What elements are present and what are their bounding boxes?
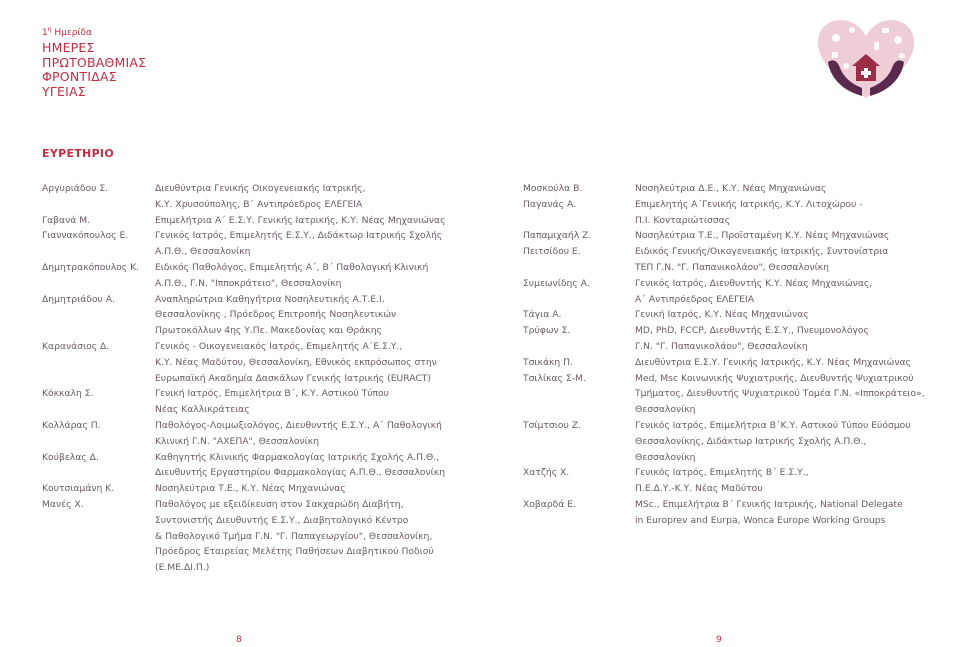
- person-description: Επιμελήτρια Α΄ Ε.Σ.Υ. Γενικής Ιατρικής, Κ.Υ. Νέας Μηχανιώνας: [155, 214, 446, 226]
- person-name: Γιαννακόπουλος Ε.: [42, 230, 129, 242]
- heart-hands-logo: [812, 18, 920, 104]
- person-name: Τσικάκη Π.: [523, 356, 574, 368]
- index-entry: [42, 497, 462, 576]
- index-entry: [42, 292, 462, 339]
- title-line: ΦΡΟΝΤΙΔΑΣ: [42, 69, 117, 85]
- event-title: [42, 41, 146, 99]
- person-description: Ειδικός Γενικής/Οικογενειακής Ιατρικής, Συντονίστρια ΤΕΠ Γ.Ν. "Γ. Παπανικολάου", Θεσσαλονίκη: [635, 246, 889, 273]
- person-name: Συμεωνίδης Α.: [523, 277, 590, 289]
- person-name: Πειτσίδου Ε.: [523, 246, 581, 258]
- index-entry: [523, 355, 923, 371]
- index-column-right: [523, 181, 923, 529]
- index-entry: [523, 197, 923, 229]
- person-name: Μοσκούλα Β.: [523, 183, 583, 194]
- index-entry: [42, 481, 462, 497]
- page-number-right: 9: [716, 635, 722, 645]
- person-name: Δημητριάδου Α.: [42, 293, 115, 305]
- person-description: Νοσηλεύτρια Δ.Ε., Κ.Υ. Νέας Μηχανιώνας: [635, 183, 827, 194]
- person-description: Γενικός Ιατρός, Επιμελητής Β΄ Ε.Σ.Υ., Π.Ε.Δ.Υ.-Κ.Υ. Νέας Μαδύτου: [635, 467, 809, 495]
- person-description: Επιμελητής Α΄Γενικής Ιατρικής, Κ.Υ. Λιτοχώρου - Π.Ι. Κονταριώτισσας: [635, 198, 863, 226]
- index-entry: [523, 276, 923, 308]
- person-name: Καρανάσιος Δ.: [42, 340, 110, 352]
- index-entry: [42, 181, 462, 213]
- person-name: Δημητρακόπουλος Κ.: [42, 261, 140, 273]
- index-entry: [523, 418, 923, 465]
- person-name: Χοβαρδά Ε.: [523, 498, 576, 510]
- person-description: Παθολόγος με εξειδίκευση στον Σακχαρώδη Διαβήτη, Συντονιστής Διευθυντής Ε.Σ.Υ., Διαβητολογικό Κέντρο & Παθολογικό Τμήμα Γ.Ν. "Γ. Παπαγεωργίου", Θεσσαλονίκη, Πρόεδρος Εταιρείας Μελέτης Παθήσεων Διαβητικού Ποδιού (Ε.ΜΕ.ΔΙ.Π.): [155, 498, 434, 574]
- person-description: Διευθύντρια Ε.Σ.Υ. Γενικής Ιατρικής, Κ.Υ. Νέας Μηχανιώνας: [635, 356, 911, 368]
- index-entry: [523, 371, 923, 418]
- person-name: Τσιλίκας Σ-Μ.: [523, 372, 586, 384]
- index-entry: [523, 244, 923, 276]
- index-heading: ΕΥΡΕΤΗΡΙΟ: [42, 147, 114, 160]
- person-description: Γενικός Ιατρός, Επιμελητής Ε.Σ.Υ., Διδάκτωρ Ιατρικής Σχολής Α.Π.Θ., Θεσσαλονίκη: [155, 230, 443, 258]
- index-entry: [523, 228, 923, 244]
- index-entry: [42, 260, 462, 292]
- person-name: Παπαμιχαήλ Ζ.: [523, 230, 592, 242]
- person-description: MSc., Επιμελήτρια Β΄ Γενικής Ιατρικής, National Delegate in Europrev and Eurpa, Wonca Europe Working Groups: [635, 498, 903, 526]
- person-description: Γενικός Ιατρός, Επιμελήτρια Β΄Κ.Υ. Αστικού Τύπου Εύόσμου Θεσσαλονίκης, Διδάκτωρ Ιατρικής Σχολής Α.Π.Θ., Θεσσαλονίκη: [635, 419, 911, 463]
- person-description: Νοσηλεύτρια Τ.Ε., Προϊσταμένη Κ.Υ. Νέας Μηχανιώνας: [635, 230, 890, 242]
- person-name: Κουτσιαμάνη Κ.: [42, 483, 115, 495]
- person-description: Καθηγητής Κλινικής Φαρμακολογίας Ιατρικής Σχολής Α.Π.Θ., Διευθυντής Εργαστηρίου Φαρμακολογίας Α.Π.Θ., Θεσσαλονίκη: [155, 451, 446, 479]
- person-name: Τσίμτσιου Ζ.: [523, 419, 581, 431]
- index-entry: [42, 228, 462, 260]
- person-name: Κούβελας Δ.: [42, 451, 99, 463]
- index-entry: [42, 339, 462, 386]
- person-description: Διευθύντρια Γενικής Οικογενειακής Ιατρικής, Κ.Υ. Χρυσούπολης, Β΄ Αντιπρόεδρος ΕΛΕΓΕΙΑ: [155, 183, 366, 210]
- person-description: Γενική Ιατρός, Κ.Υ. Νέας Μηχανιώνας: [635, 309, 809, 321]
- person-description: Παθολόγος-Λοιμωξιολόγος, Διευθυντής Ε.Σ.Υ., Α΄ Παθολογική Κλινική Γ.Ν. "ΑΧΕΠΑ", Θεσσαλονίκη: [155, 419, 442, 447]
- index-entry: [42, 213, 462, 229]
- index-entry: [42, 450, 462, 482]
- index-entry: [42, 386, 462, 418]
- person-description: Ειδικός Παθολόγος, Επιμελητής Α΄, Β΄ Παθολογική Κλινική Α.Π.Θ., Γ.Ν. "Ιπποκράτειο", Θεσσαλονίκη: [155, 261, 429, 289]
- person-name: Μανές Χ.: [42, 498, 84, 510]
- person-name: Κολλάρας Π.: [42, 419, 101, 431]
- title-line: ΠΡΩΤΟΒΑΘΜΙΑΣ: [42, 54, 147, 70]
- person-description: Νοσηλεύτρια Τ.Ε., Κ.Υ. Νέας Μηχανιώνας: [155, 483, 346, 495]
- index-entry: [42, 418, 462, 450]
- person-description: Γενική Ιατρός, Επιμελήτρια Β΄, Κ.Υ. Αστικού Τύπου Νέας Καλλικράτειας: [155, 388, 389, 416]
- title-line: ΗΜΕΡΕΣ: [42, 40, 95, 55]
- person-description: Γενικός - Οικογενειακός Ιατρός, Επιμελητής Α΄Ε.Σ.Υ., Κ.Υ. Νέας Μαδύτου, Θεσσαλονίκη, Εθνικός εκπρόσωπος στην Ευρωπαϊκή Ακαδημία Δασκάλων Γενικής Ιατρικής (EURACT): [155, 340, 437, 384]
- person-description: MD, PhD, FCCP, Διευθυντής Ε.Σ.Υ., Πνευμονολόγος Γ.Ν. "Γ. Παπανικολάου", Θεσσαλονίκη: [635, 325, 869, 352]
- person-description: Γενικός Ιατρός, Διευθυντής Κ.Υ. Νέας Μηχανιώνας, Α΄ Αντιπρόεδρος ΕΛΕΓΕΙΑ: [635, 277, 873, 305]
- person-name: Αργυριάδου Σ.: [42, 183, 109, 194]
- person-name: Παγανάς Α.: [523, 198, 577, 210]
- person-description: Med, Msc Κοινωνικής Ψυχιατρικής, Διευθυντής Ψυχιατρικού Τμήματος, Διευθυντής Ψυχιατρικού Τομέα Γ.Ν. «Ιπποκράτειο», Θεσσαλονίκη: [635, 372, 925, 416]
- index-column-left: [42, 181, 462, 576]
- edition-label: $1^\eta$ Ημερίδα: [42, 26, 92, 38]
- index-entry: [523, 307, 923, 323]
- index-entry: [523, 497, 923, 529]
- index-entry: [523, 465, 923, 497]
- index-entry: [523, 181, 923, 197]
- person-description: Αναπληρώτρια Καθηγήτρια Νοσηλευτικής Α.Τ.Ε.Ι. Θεσσαλονίκης , Πρόεδρος Επιτροπής Νοσηλευτικών Πρωτοκόλλων 4ης Υ.Πε. Μακεδονίας και Θράκης: [155, 293, 397, 337]
- person-name: Τάγια Α.: [523, 309, 562, 321]
- page-number-left: 8: [236, 635, 242, 645]
- person-name: Χατζής Χ.: [523, 467, 570, 479]
- title-line: ΥΓΕΙΑΣ: [42, 83, 86, 99]
- index-entry: [523, 323, 923, 355]
- person-name: Γαβανά Μ.: [42, 214, 91, 226]
- person-name: Κόκκαλη Σ.: [42, 388, 94, 400]
- person-name: Τρύφων Σ.: [523, 325, 571, 337]
